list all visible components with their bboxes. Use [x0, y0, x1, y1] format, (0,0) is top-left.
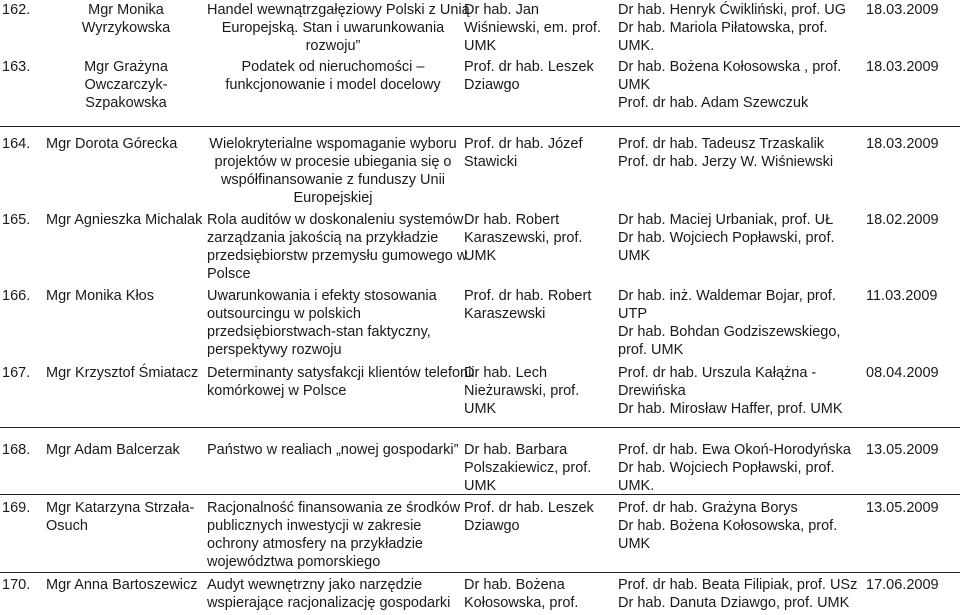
row-number: 170.: [2, 577, 31, 593]
promoter: Dr hab. Bożena Kołosowska, prof.: [464, 577, 579, 611]
defense-date: 13.05.2009: [866, 442, 939, 458]
promoter: Dr hab. Robert Karaszewski, prof. UMK: [464, 212, 583, 264]
candidate-name: Mgr Agnieszka Michalak: [46, 212, 203, 228]
candidate-name: Mgr Katarzyna Strzała- Osuch: [46, 500, 195, 534]
promoter: Dr hab. Barbara Polszakiewicz, prof. UMK: [464, 442, 592, 494]
row-number: 166.: [2, 288, 31, 304]
defense-date: 18.02.2009: [866, 212, 939, 228]
defense-date: 18.03.2009: [866, 136, 939, 152]
candidate-name: Mgr Adam Balcerzak: [46, 442, 180, 458]
table-rule: [0, 126, 960, 127]
candidate-name: Mgr Anna Bartoszewicz: [46, 577, 198, 593]
thesis-title: Uwarunkowania i efekty stosowania outsourcingu w polskich przedsiębiorstwach-stan faktyczny, perspektywy rozwoju: [207, 288, 437, 358]
table-rule: [0, 572, 960, 573]
defense-date: 13.05.2009: [866, 500, 939, 516]
row-number: 167.: [2, 365, 31, 381]
defense-date: 08.04.2009: [866, 365, 939, 381]
candidate-name: Mgr Dorota Górecka: [46, 136, 178, 152]
promoter: Prof. dr hab. Leszek Dziawgo: [464, 59, 594, 93]
reviewers: Prof. dr hab. Tadeusz Trzaskalik Prof. dr hab. Jerzy W. Wiśniewski: [618, 136, 834, 170]
defense-date: 11.03.2009: [866, 288, 938, 304]
defense-date: 17.06.2009: [866, 577, 939, 593]
candidate-name: Mgr Krzysztof Śmiatacz: [46, 365, 199, 381]
promoter: Dr hab. Jan Wiśniewski, em. prof. UMK: [464, 2, 601, 54]
reviewers: Prof. dr hab. Urszula Kałążna - Drewińska Dr hab. Mirosław Haffer, prof. UMK: [618, 365, 843, 417]
candidate-name: Mgr Monika Wyrzykowska: [81, 2, 171, 36]
promoter: Prof. dr hab. Józef Stawicki: [464, 136, 583, 170]
reviewers: Dr hab. Bożena Kołosowska , prof. UMK Prof. dr hab. Adam Szewczuk: [618, 59, 842, 111]
table-rule: [0, 427, 960, 428]
thesis-title: Audyt wewnętrzny jako narzędzie wspierające racjonalizację gospodarki: [207, 577, 451, 611]
reviewers: Dr hab. inż. Waldemar Bojar, prof. UTP Dr hab. Bohdan Godziszewskiego, prof. UMK: [618, 288, 841, 358]
row-number: 162.: [2, 2, 31, 18]
reviewers: Dr hab. Maciej Urbaniak, prof. UŁ Dr hab. Wojciech Popławski, prof. UMK: [618, 212, 835, 264]
reviewers: Prof. dr hab. Grażyna Borys Dr hab. Bożena Kołosowska, prof. UMK: [618, 500, 838, 552]
reviewers: Dr hab. Henryk Ćwikliński, prof. UG Dr hab. Mariola Piłatowska, prof. UMK.: [618, 2, 847, 54]
promoter: Dr hab. Lech Nieżurawski, prof. UMK: [464, 365, 580, 417]
thesis-title: Podatek od nieruchomości – funkcjonowanie i model docelowy: [225, 59, 441, 93]
thesis-title: Racjonalność finansowania ze środków publicznych inwestycji w zakresie ochrony atmosfery na przykładzie województwa pomorskiego: [207, 500, 461, 570]
thesis-title: Determinanty satysfakcji klientów telefonii komórkowej w Polsce: [207, 365, 475, 399]
thesis-title: Rola auditów w doskonaleniu systemów zarządzania jakością na przykładzie przedsiębiorstw przemysłu gumowego w Polsce: [207, 212, 468, 282]
row-number: 169.: [2, 500, 31, 516]
promoter: Prof. dr hab. Leszek Dziawgo: [464, 500, 594, 534]
reviewers: Prof. dr hab. Beata Filipiak, prof. USz Dr hab. Danuta Dziawgo, prof. UMK: [618, 577, 858, 611]
reviewers: Prof. dr hab. Ewa Okoń-Horodyńska Dr hab. Wojciech Popławski, prof. UMK.: [618, 442, 851, 494]
candidate-name: Mgr Grażyna Owczarczyk- Szpakowska: [84, 59, 168, 111]
defense-date: 18.03.2009: [866, 59, 939, 75]
table-rule: [0, 494, 960, 495]
row-number: 164.: [2, 136, 31, 152]
thesis-title: Wielokryterialne wspomaganie wyboru projektów w procesie ubiegania się o współfinansowanie z funduszy Unii Europejskiej: [209, 136, 457, 206]
defense-date: 18.03.2009: [866, 2, 939, 18]
thesis-title: Handel wewnątrzgałęziowy Polski z Unią Europejską. Stan i uwarunkowania rozwoju”: [207, 2, 470, 54]
row-number: 163.: [2, 59, 31, 75]
thesis-title: Państwo w realiach „nowej gospodarki”: [207, 442, 459, 458]
row-number: 168.: [2, 442, 31, 458]
row-number: 165.: [2, 212, 31, 228]
candidate-name: Mgr Monika Kłos: [46, 288, 154, 304]
promoter: Prof. dr hab. Robert Karaszewski: [464, 288, 592, 322]
